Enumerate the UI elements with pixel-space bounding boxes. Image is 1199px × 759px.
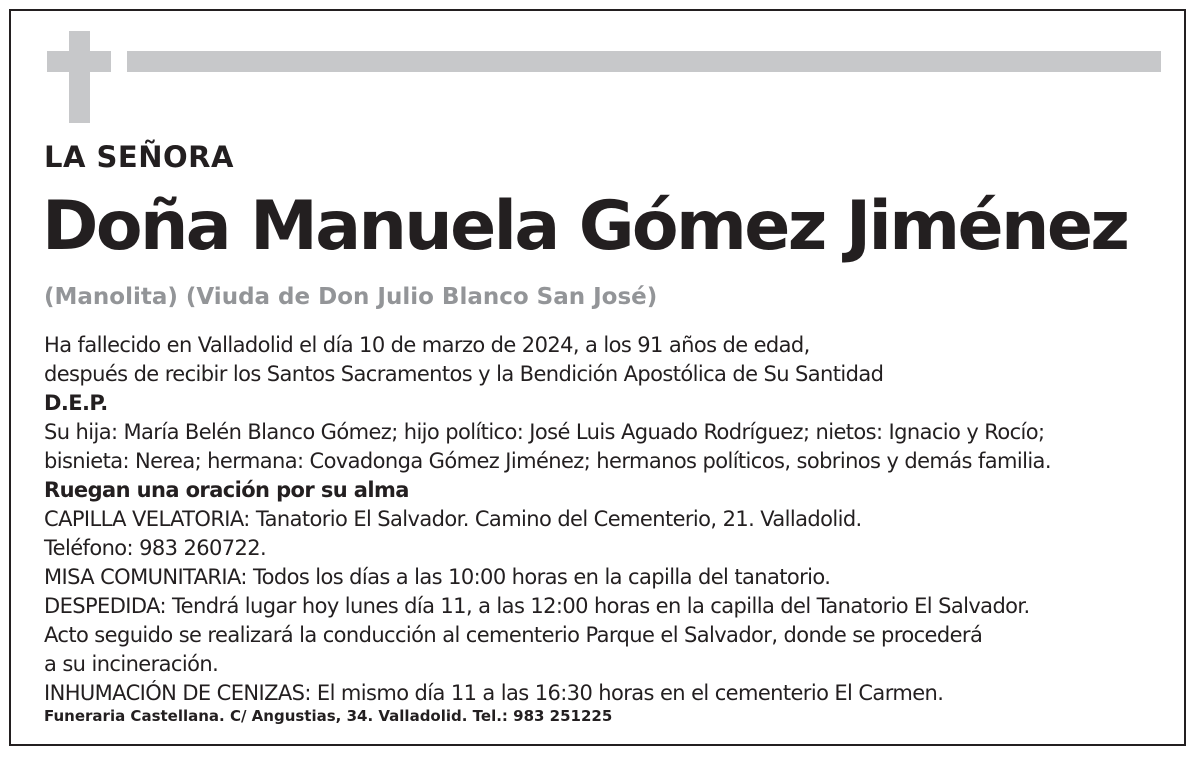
family-line-2: bisnieta: Nerea; hermana: Covadonga Gómez Jiménez; hermanos políticos, sobrinos y demás familia. — [44, 449, 1051, 473]
cross-icon-arm — [47, 51, 111, 72]
intro-title: LA SEÑORA — [44, 140, 234, 174]
death-announcement-line-2: después de recibir los Santos Sacramentos y la Bendición Apostólica de Su Santidad — [44, 362, 884, 386]
notice-body — [44, 331, 1154, 708]
decorative-bar — [127, 51, 1161, 72]
farewell-info: DESPEDIDA: Tendrá lugar hoy lunes día 11, a las 12:00 horas en la capilla del Tanatorio El Salvador. — [44, 594, 1030, 618]
burial-info: INHUMACIÓN DE CENIZAS: El mismo día 11 a las 16:30 horas en el cementerio El Carmen. — [44, 681, 944, 705]
prayer-request: Ruegan una oración por su alma — [44, 478, 409, 502]
chapel-info: CAPILLA VELATORIA: Tanatorio El Salvador. Camino del Cementerio, 21. Valladolid. — [44, 507, 862, 531]
death-announcement-line-1: Ha fallecido en Valladolid el día 10 de marzo de 2024, a los 91 años de edad, — [44, 333, 810, 357]
funeral-home-footer: Funeraria Castellana. C/ Angustias, 34. Valladolid. Tel.: 983 251225 — [44, 707, 613, 725]
cross-icon — [69, 31, 90, 123]
procession-info-line-2: a su incineración. — [44, 652, 219, 676]
family-line-1: Su hija: María Belén Blanco Gómez; hijo político: José Luis Aguado Rodríguez; nietos: Ignacio y Rocío; — [44, 420, 1045, 444]
procession-info-line-1: Acto seguido se realizará la conducción al cementerio Parque el Salvador, donde se procederá — [44, 623, 983, 647]
deceased-subtitle: (Manolita) (Viuda de Don Julio Blanco San José) — [44, 284, 658, 310]
deceased-name: Doña Manuela Gómez Jiménez — [42, 187, 1128, 266]
phone-info: Teléfono: 983 260722. — [44, 536, 267, 560]
mass-info: MISA COMUNITARIA: Todos los días a las 10:00 horas en la capilla del tanatorio. — [44, 565, 831, 589]
rip-label: D.E.P. — [44, 391, 108, 415]
